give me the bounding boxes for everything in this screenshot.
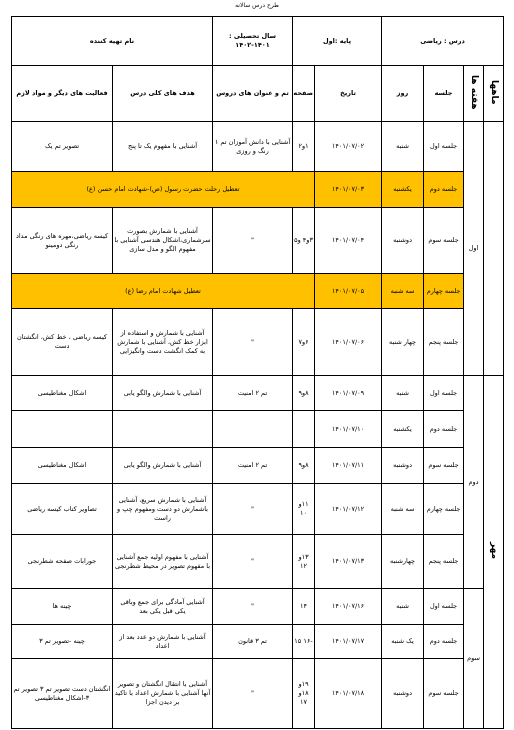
activities-cell: کیسه ریاضی،مهره های رنگی مداد رنگی دومینو [12, 208, 113, 274]
page-cell: ۸و۹ [293, 376, 315, 411]
theme-cell: تم ۲ امنیت [213, 376, 293, 411]
session-cell: جلسه اول [424, 589, 464, 625]
day-cell: یکشنبه [382, 172, 424, 208]
page-cell: ۱و۲ [293, 122, 315, 172]
subject-cell: درس : ریاضی [382, 17, 504, 66]
theme-cell: " [213, 589, 293, 625]
page-cell: -۱۶ ۱۵ [293, 625, 315, 659]
theme-cell: " [213, 484, 293, 535]
session-cell: جلسه پنجم [424, 535, 464, 589]
session-cell: جلسه سوم [424, 659, 464, 729]
page-cell [293, 411, 315, 448]
day-cell: سه شنبه [382, 274, 424, 309]
activities-cell: اشکال مغناطیسی [12, 448, 113, 484]
col-week [464, 66, 484, 122]
session-cell: جلسه دوم [424, 172, 464, 208]
table-row [12, 535, 504, 589]
date-cell: ۱۴۰۱/۰۷/۰۵ [315, 274, 382, 309]
session-cell: جلسه سوم [424, 208, 464, 274]
goals-cell: آشنایی با شمارش سریع، آشنایی باشمارش دو دست ومفهوم چپ و راست [113, 484, 213, 535]
activities-cell: کیسه ریاضی ، خط کش، انگشتان دست [12, 309, 113, 376]
day-cell: چهارشنبه [382, 535, 424, 589]
session-cell: جلسه چهارم [424, 484, 464, 535]
activities-cell: انگشتان دست تصویر تم ۳ تصویر تم ۳-اشکال مغناطیسی [12, 659, 113, 729]
column-header-row [12, 66, 504, 122]
col-months-label: ماهها [489, 79, 500, 105]
week-cell: سوم [464, 589, 484, 729]
day-cell: یک شنبه [382, 625, 424, 659]
page-cell: ۱۴ [293, 589, 315, 625]
day-cell: دوشنبه [382, 448, 424, 484]
table-row [12, 659, 504, 729]
theme-cell: تم ۳ قانون [213, 625, 293, 659]
date-cell: ۱۴۰۱/۰۷/۱۲ [315, 484, 382, 535]
month-label: مهر [489, 541, 500, 560]
year-label: سال تحصیلی : [228, 32, 276, 40]
date-cell: ۱۴۰۱/۰۷/۱۳ [315, 535, 382, 589]
week-cell: دوم [464, 376, 484, 589]
month-cell-empty [484, 122, 504, 376]
session-cell: جلسه چهارم [424, 274, 464, 309]
holiday-row [12, 274, 504, 309]
holiday-note: تعطیل رحلت حضرت رسول (ص)-شهادت امام حسن (ع) [12, 172, 315, 208]
table-row [12, 208, 504, 274]
session-cell: جلسه پنجم [424, 309, 464, 376]
theme-cell: آشنایی با دانش آموزان تم ۱ رنگ و روزی [213, 122, 293, 172]
table-row [12, 484, 504, 535]
year-cell [213, 17, 293, 66]
col-session: جلسه [424, 66, 464, 122]
day-cell: سه شنبه [382, 484, 424, 535]
table-row [12, 309, 504, 376]
session-cell: جلسه دوم [424, 625, 464, 659]
page-cell: ۱۳و ۱۲ [293, 535, 315, 589]
date-cell: ۱۴۰۱/۰۷/۱۸ [315, 659, 382, 729]
day-cell: یکشنبه [382, 411, 424, 448]
session-cell: جلسه سوم [424, 448, 464, 484]
author-cell: نام تهیه کننده [12, 17, 213, 66]
col-week-label: هفته ها [469, 74, 480, 110]
table-row [12, 411, 504, 448]
theme-cell [213, 411, 293, 448]
day-cell: دوشنبه [382, 659, 424, 729]
day-cell: شنبه [382, 122, 424, 172]
table-row [12, 625, 504, 659]
header-row [12, 17, 504, 66]
date-cell: ۱۴۰۱/۰۷/۱۱ [315, 448, 382, 484]
date-cell: ۱۴۰۱/۰۷/۱۶ [315, 589, 382, 625]
theme-cell: " [213, 659, 293, 729]
session-cell: جلسه دوم [424, 411, 464, 448]
day-cell: دوشنبه [382, 208, 424, 274]
table-row [12, 448, 504, 484]
holiday-row [12, 172, 504, 208]
activities-cell [12, 411, 113, 448]
activities-cell: چینه ها [12, 589, 113, 625]
table-row [12, 122, 504, 172]
date-cell: ۱۴۰۱/۰۷/۰۳ [315, 172, 382, 208]
table-row [12, 376, 504, 411]
goals-cell: آشنایی با شمارش والگو یابی [113, 448, 213, 484]
goals-cell: آشنایی با شمارش دو عدد بعد از اعداد [113, 625, 213, 659]
page-cell: ۸و۹ [293, 448, 315, 484]
week-cell: اول [464, 122, 484, 376]
col-theme: تم و عنوان های دروس [213, 66, 293, 122]
goals-cell: آشنایی با شمارش بصورت سرشماری،اشکال هندسی آشنایی با مفهوم الگو و مدل سازی [113, 208, 213, 274]
page-cell: ۱۹و ۱۸و ۱۷ [293, 659, 315, 729]
goals-cell: آشنایی با شمارش والگو یابی [113, 376, 213, 411]
col-date: تاریخ [315, 66, 382, 122]
date-cell: ۱۴۰۱/۰۷/۰۶ [315, 309, 382, 376]
activities-cell: تصاویر کتاب کیسه ریاضی [12, 484, 113, 535]
theme-cell: " [213, 309, 293, 376]
lesson-plan-table [11, 16, 504, 729]
table-row [12, 589, 504, 625]
goals-cell [113, 411, 213, 448]
goals-cell: آشنایی با مفهوم یک تا پنج [113, 122, 213, 172]
goals-cell: آشنایی با شمارش و استفاده از ابزار خط کش، آشنایی با شمارش به کمک انگشت دست وانگیزایی [113, 309, 213, 376]
page-cell: ۶و۷ [293, 309, 315, 376]
day-cell: شنبه [382, 376, 424, 411]
col-activities: فعالیت های دیگر و مواد لازم [12, 66, 113, 122]
activities-cell: اشکال مغناطیسی [12, 376, 113, 411]
page-title: طرح درس سالانه [235, 2, 279, 9]
activities-cell: چینه -تصویر تم ۳ [12, 625, 113, 659]
goals-cell: آشنایی با انتقال انگشتان و تصویر آنها آشنایی با شمارش اعداد با تاکید بر دیدن اجزا [113, 659, 213, 729]
goals-cell: آشنایی با مفهوم اولیه جمع آشنایی با مفهوم تصویر در محیط شطرنجی [113, 535, 213, 589]
session-cell: جلسه اول [424, 376, 464, 411]
grade-cell: پایه :اول [293, 17, 382, 66]
page-cell: ۳و۴ و۵ [293, 208, 315, 274]
day-cell: شنبه [382, 589, 424, 625]
col-goals: هدف های کلی درس [113, 66, 213, 122]
date-cell: ۱۴۰۱/۰۷/۰۲ [315, 122, 382, 172]
theme-cell: " [213, 208, 293, 274]
activities-cell: جورابات صفحه شطرنجی [12, 535, 113, 589]
date-cell: ۱۴۰۱/۰۷/۰۴ [315, 208, 382, 274]
col-months [484, 66, 504, 122]
col-day: روز [382, 66, 424, 122]
date-cell: ۱۴۰۱/۰۷/۱۷ [315, 625, 382, 659]
date-cell: ۱۴۰۱/۰۷/۱۰ [315, 411, 382, 448]
year-value: ۱۴۰۲-۱۴۰۱ [235, 41, 270, 49]
theme-cell: تم ۲ امنیت [213, 448, 293, 484]
col-page: صفحه [293, 66, 315, 122]
month-cell [484, 376, 504, 729]
day-cell: چهار شنبه [382, 309, 424, 376]
page-cell: ۱۱و ۱۰ [293, 484, 315, 535]
theme-cell: " [213, 535, 293, 589]
holiday-note: تعطیل شهادت امام رضا (ع) [12, 274, 315, 309]
activities-cell: تصویر تم یک [12, 122, 113, 172]
session-cell: جلسه اول [424, 122, 464, 172]
date-cell: ۱۴۰۱/۰۷/۰۹ [315, 376, 382, 411]
goals-cell: آشنایی آمادگی برای جمع وباقی یکی قبل یکی بعد [113, 589, 213, 625]
